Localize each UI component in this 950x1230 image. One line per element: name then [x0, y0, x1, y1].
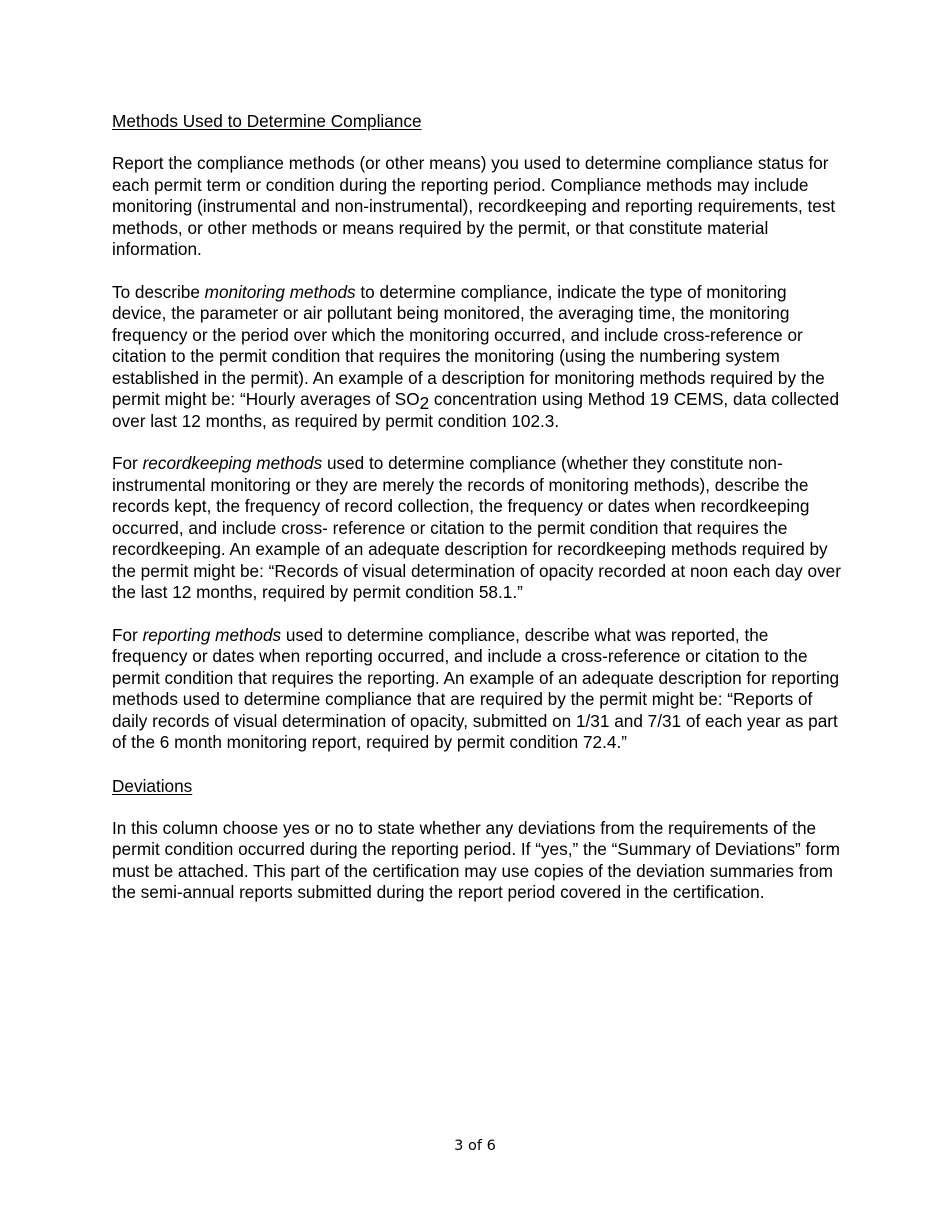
reporting-methods-term: reporting methods — [142, 624, 282, 645]
recordkeeping-methods-term: recordkeeping methods — [142, 453, 323, 473]
reporting-body-text: used to determine compliance, describe what was reported, the frequency or dates when reporting occurred, and include a cross-reference or citation to the permit condition that requires the reporting. An example of an adequate description for reporting methods used to determine compliance that are required by the permit might be: “Reports of daily records of visual determination of opacity, submitted on 1/31 and 7/31 of each year as part of the 6 month monitoring report, required by permit condition 72.4.” — [112, 624, 840, 752]
document-body — [112, 110, 844, 925]
recordkeeping-body-text: used to determine compliance (whether they constitute non-instrumental monitoring or they are merely the records of monitoring methods), describe the records kept, the frequency of record collection, the frequency or dates when recordkeeping occurred, and include cross- reference or citation to the permit condition that requires the recordkeeping. An example of an adequate description for recordkeeping methods required by the permit might be: “Records of visual determination of opacity recorded at noon each day over the last 12 months, required by permit condition 58.1.” — [112, 453, 841, 602]
methods-intro-paragraph: Report the compliance methods (or other means) you used to determine compliance status for each permit term or condition during the reporting period. Compliance methods may include monitoring (instrumental and non-instrumental), recordkeeping and reporting requirements, test methods, or other methods or means required by the permit, or that constitute material information. — [112, 153, 836, 259]
reporting-lead-text: For — [112, 624, 143, 645]
deviations-heading: Deviations — [112, 775, 193, 796]
monitoring-methods-paragraph — [112, 282, 844, 433]
recordkeeping-methods-paragraph — [112, 453, 844, 604]
monitoring-tail-text: concentration using Method 19 CEMS, data collected over last 12 months, as required by permit condition 102.3. — [112, 389, 840, 431]
methods-heading: Methods Used to Determine Compliance — [112, 111, 422, 131]
reporting-methods-paragraph — [112, 625, 844, 754]
monitoring-methods-term: monitoring methods — [204, 281, 356, 302]
page-number: 3 of 6 — [454, 1138, 496, 1154]
monitoring-lead-text: To describe — [112, 281, 205, 302]
deviations-paragraph: In this column choose yes or no to state whether any deviations from the requirements of the permit condition occurred during the reporting period. If “yes,” the “Summary of Deviations” form must be attached. This part of the certification may use copies of the deviation summaries from the semi-annual reports submitted during the report period covered in the certification. — [112, 817, 840, 902]
recordkeeping-lead-text: For — [112, 453, 143, 473]
so2-subscript: 2 — [419, 393, 430, 413]
monitoring-body-text: to determine compliance, indicate the type of monitoring device, the parameter or air pollutant being monitored, the averaging time, the monitoring frequency or the period over which the monitoring occurred, and include cross-reference or citation to the permit condition that requires the monitoring (using the numbering system established in the permit). An example of a description for monitoring methods required by the permit might be: “Hourly averages of SO — [112, 281, 825, 409]
